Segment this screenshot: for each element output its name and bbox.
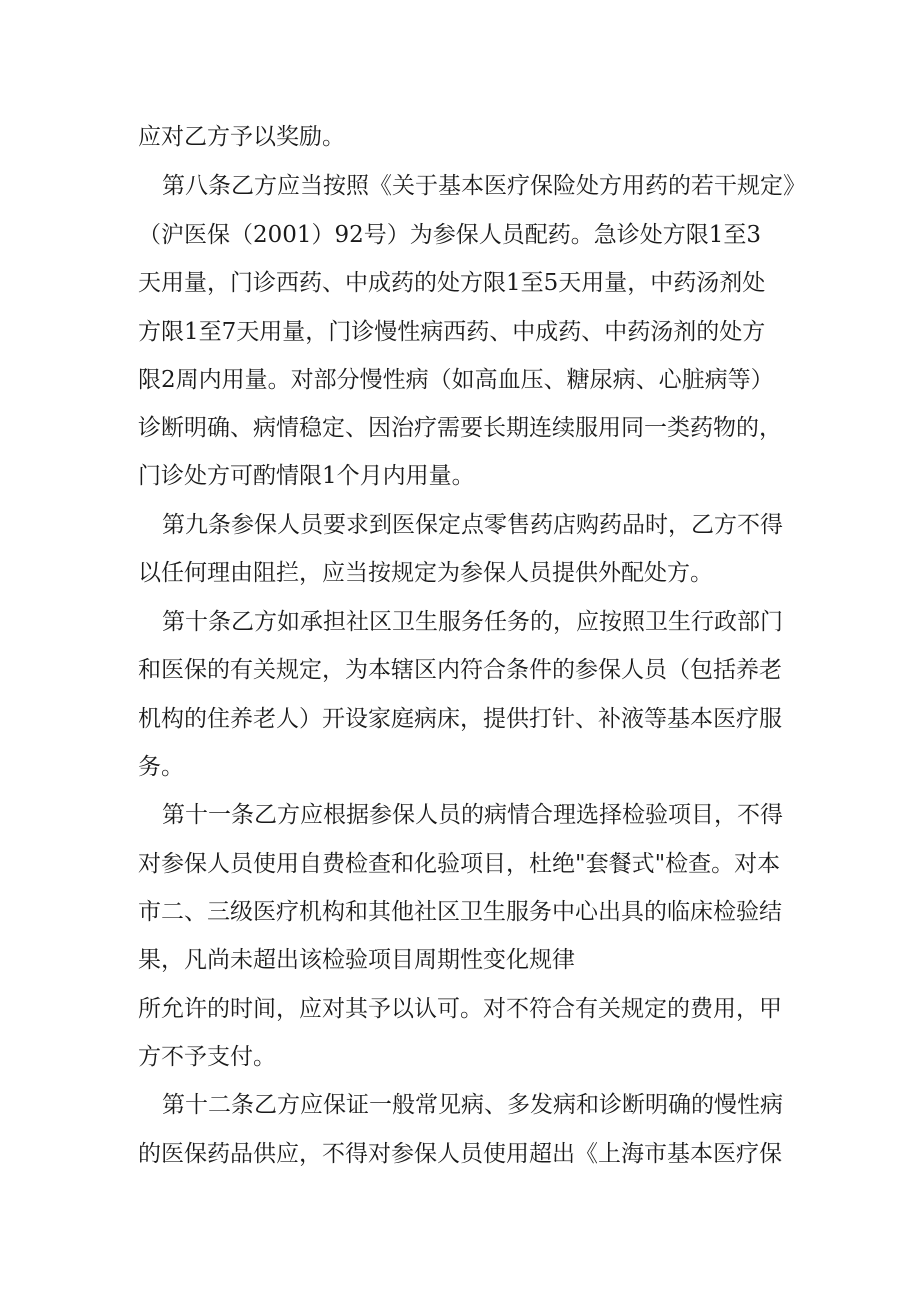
text-line: 机构的住养老人）开设家庭病床，提供打针、补液等基本医疗服 — [138, 706, 782, 732]
article-10-heading-line: 第十条乙方如承担社区卫生服务任务的，应按照卫生行政部门 — [162, 609, 783, 635]
text-line: 和医保的有关规定，为本辖区内符合条件的参保人员（包括养老 — [138, 657, 782, 683]
text-line: 果，凡尚未超出该检验项目周期性变化规律 — [138, 947, 575, 973]
text-line: 方限1至7天用量，门诊慢性病西药、中成药、中药汤剂的处方 — [138, 319, 766, 345]
text-line: 务。 — [138, 754, 184, 780]
text-line: 以任何理由阻拦，应当按规定为参保人员提供外配处方。 — [138, 560, 713, 586]
text-line: 限2周内用量。对部分慢性病（如高血压、糖尿病、心脏病等） — [138, 367, 774, 393]
text-line: 诊断明确、病情稳定、因治疗需要长期连续服用同一类药物的， — [138, 415, 782, 441]
text-line: 门诊处方可酌情限1个月内用量。 — [138, 463, 475, 489]
article-11-heading-line: 第十一条乙方应根据参保人员的病情合理选择检验项目，不得 — [162, 802, 783, 828]
text-line: 应对乙方予以奖励。 — [138, 124, 345, 150]
text-line: （沪医保（2001）92号）为参保人员配药。急诊处方限1至3 — [138, 222, 762, 248]
text-line: 对参保人员使用自费检查和化验项目，杜绝"套餐式"检查。对本 — [138, 851, 781, 877]
text-line: 市二、三级医疗机构和其他社区卫生服务中心出具的临床检验结 — [138, 899, 782, 925]
article-12-heading-line: 第十二条乙方应保证一般常见病、多发病和诊断明确的慢性病 — [162, 1092, 783, 1118]
text-line: 的医保药品供应，不得对参保人员使用超出《上海市基本医疗保 — [138, 1141, 782, 1167]
text-line: 天用量，门诊西药、中成药的处方限1至5天用量，中药汤剂处 — [138, 270, 766, 296]
text-line: 所允许的时间，应对其予以认可。对不符合有关规定的费用，甲 — [138, 996, 782, 1022]
article-9-heading-line: 第九条参保人员要求到医保定点零售药店购药品时，乙方不得 — [162, 512, 783, 538]
text-line: 方不予支付。 — [138, 1044, 276, 1070]
article-8-heading-line: 第八条乙方应当按照《关于基本医疗保险处方用药的若干规定》 — [162, 173, 806, 199]
